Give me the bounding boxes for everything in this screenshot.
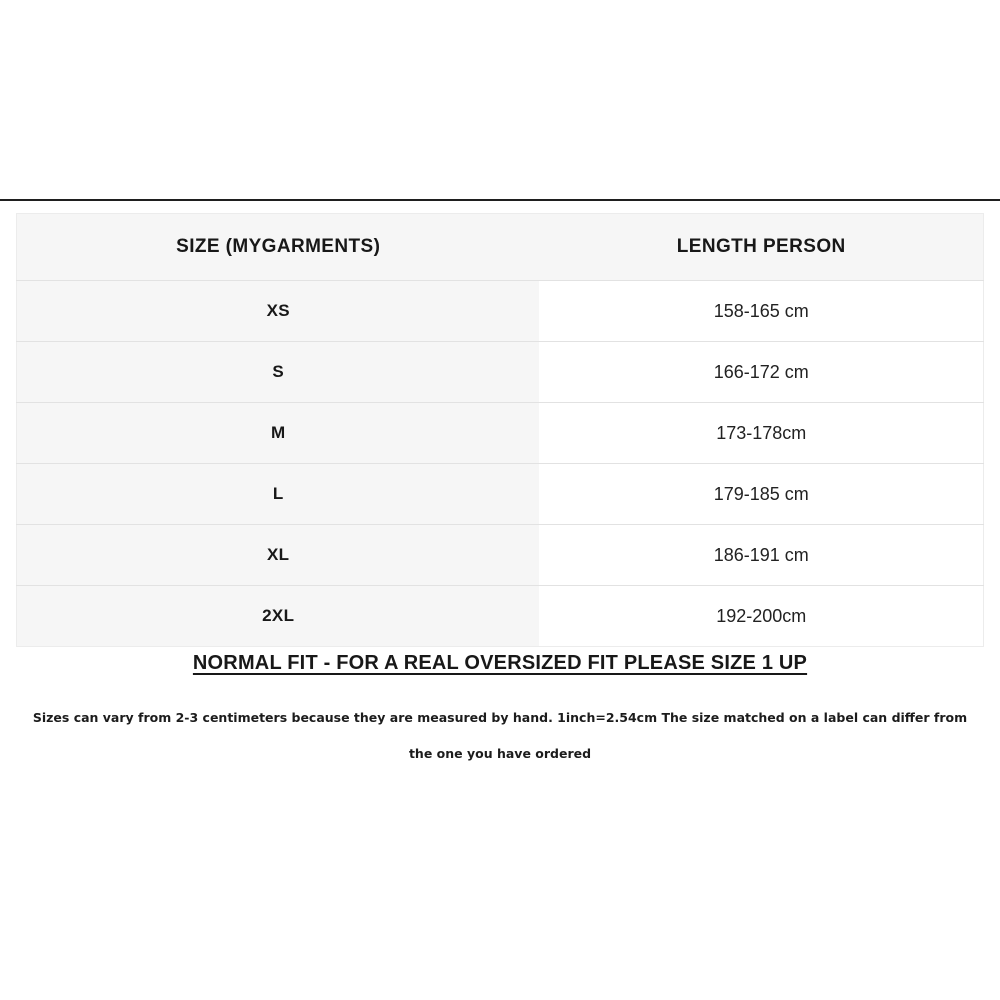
length-value-m: 173-178cm [539, 403, 983, 464]
table-row [17, 281, 984, 342]
size-label-xs: XS [17, 281, 540, 342]
table-row [17, 464, 984, 525]
length-value-l: 179-185 cm [539, 464, 983, 525]
size-label-s: S [17, 342, 540, 403]
table-row [17, 586, 984, 647]
table-row [17, 342, 984, 403]
size-label-2xl: 2XL [17, 586, 540, 647]
size-label-l: L [17, 464, 540, 525]
column-header-length: LENGTH PERSON [539, 214, 983, 281]
size-label-m: M [17, 403, 540, 464]
length-value-xl: 186-191 cm [539, 525, 983, 586]
table-header-row [17, 214, 984, 281]
length-value-2xl: 192-200cm [539, 586, 983, 647]
fit-disclaimer-text: Sizes can vary from 2-3 centimeters because they are measured by hand. 1inch=2.54cm The size matched on a label can differ from the one you have ordered [32, 710, 968, 761]
top-divider [0, 199, 1000, 201]
table-row [17, 403, 984, 464]
table-row [17, 525, 984, 586]
size-chart-table [16, 213, 984, 647]
column-header-size: SIZE (MYGARMENTS) [17, 214, 540, 281]
size-label-xl: XL [17, 525, 540, 586]
length-value-s: 166-172 cm [539, 342, 983, 403]
length-value-xs: 158-165 cm [539, 281, 983, 342]
fit-heading: NORMAL FIT - FOR A REAL OVERSIZED FIT PLEASE SIZE 1 UP [192, 652, 808, 674]
